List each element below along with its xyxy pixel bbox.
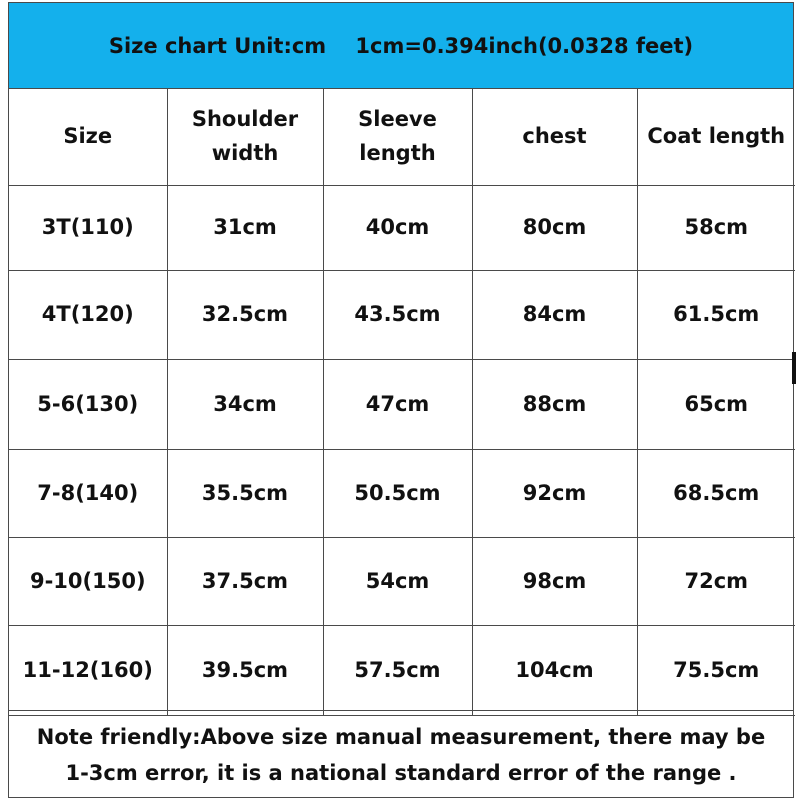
cell-chest: 84cm [472,271,637,360]
table-row [9,186,795,271]
column-header-chest: chest [472,89,637,186]
column-header-size: Size [9,89,167,186]
cell-chest: 80cm [472,186,637,271]
table-header-row [9,89,795,186]
measurement-note: Note friendly:Above size manual measurement, there may be 1-3cm error, it is a national standard error of the range . [9,710,793,798]
cell-sleeve-length: 54cm [323,538,472,626]
column-header-shoulder-width: Shoulder width [167,89,323,186]
column-header-coat-length: Coat length [637,89,795,186]
size-chart-title: Size chart Unit:cm 1cm=0.394inch(0.0328 feet) [9,3,793,89]
cell-coat-length: 58cm [637,186,795,271]
table-row [9,626,795,716]
cell-sleeve-length: 47cm [323,360,472,450]
cell-coat-length: 75.5cm [637,626,795,716]
cell-sleeve-length: 43.5cm [323,271,472,360]
cell-size: 3T(110) [9,186,167,271]
cell-sleeve-length: 40cm [323,186,472,271]
cell-chest: 98cm [472,538,637,626]
cell-shoulder-width: 32.5cm [167,271,323,360]
column-header-sleeve-length: Sleeve length [323,89,472,186]
cell-coat-length: 65cm [637,360,795,450]
cell-chest: 92cm [472,450,637,538]
cell-coat-length: 72cm [637,538,795,626]
cell-size: 9-10(150) [9,538,167,626]
edge-divider-mark [792,352,796,384]
table-row [9,271,795,360]
table-row [9,538,795,626]
cell-shoulder-width: 39.5cm [167,626,323,716]
cell-coat-length: 61.5cm [637,271,795,360]
cell-size: 5-6(130) [9,360,167,450]
cell-chest: 88cm [472,360,637,450]
cell-shoulder-width: 34cm [167,360,323,450]
cell-shoulder-width: 37.5cm [167,538,323,626]
cell-size: 11-12(160) [9,626,167,716]
table-row [9,450,795,538]
cell-shoulder-width: 35.5cm [167,450,323,538]
cell-size: 4T(120) [9,271,167,360]
cell-sleeve-length: 50.5cm [323,450,472,538]
cell-sleeve-length: 57.5cm [323,626,472,716]
cell-coat-length: 68.5cm [637,450,795,538]
cell-size: 7-8(140) [9,450,167,538]
size-table [9,89,795,716]
cell-shoulder-width: 31cm [167,186,323,271]
size-chart [8,2,794,798]
cell-chest: 104cm [472,626,637,716]
table-row [9,360,795,450]
